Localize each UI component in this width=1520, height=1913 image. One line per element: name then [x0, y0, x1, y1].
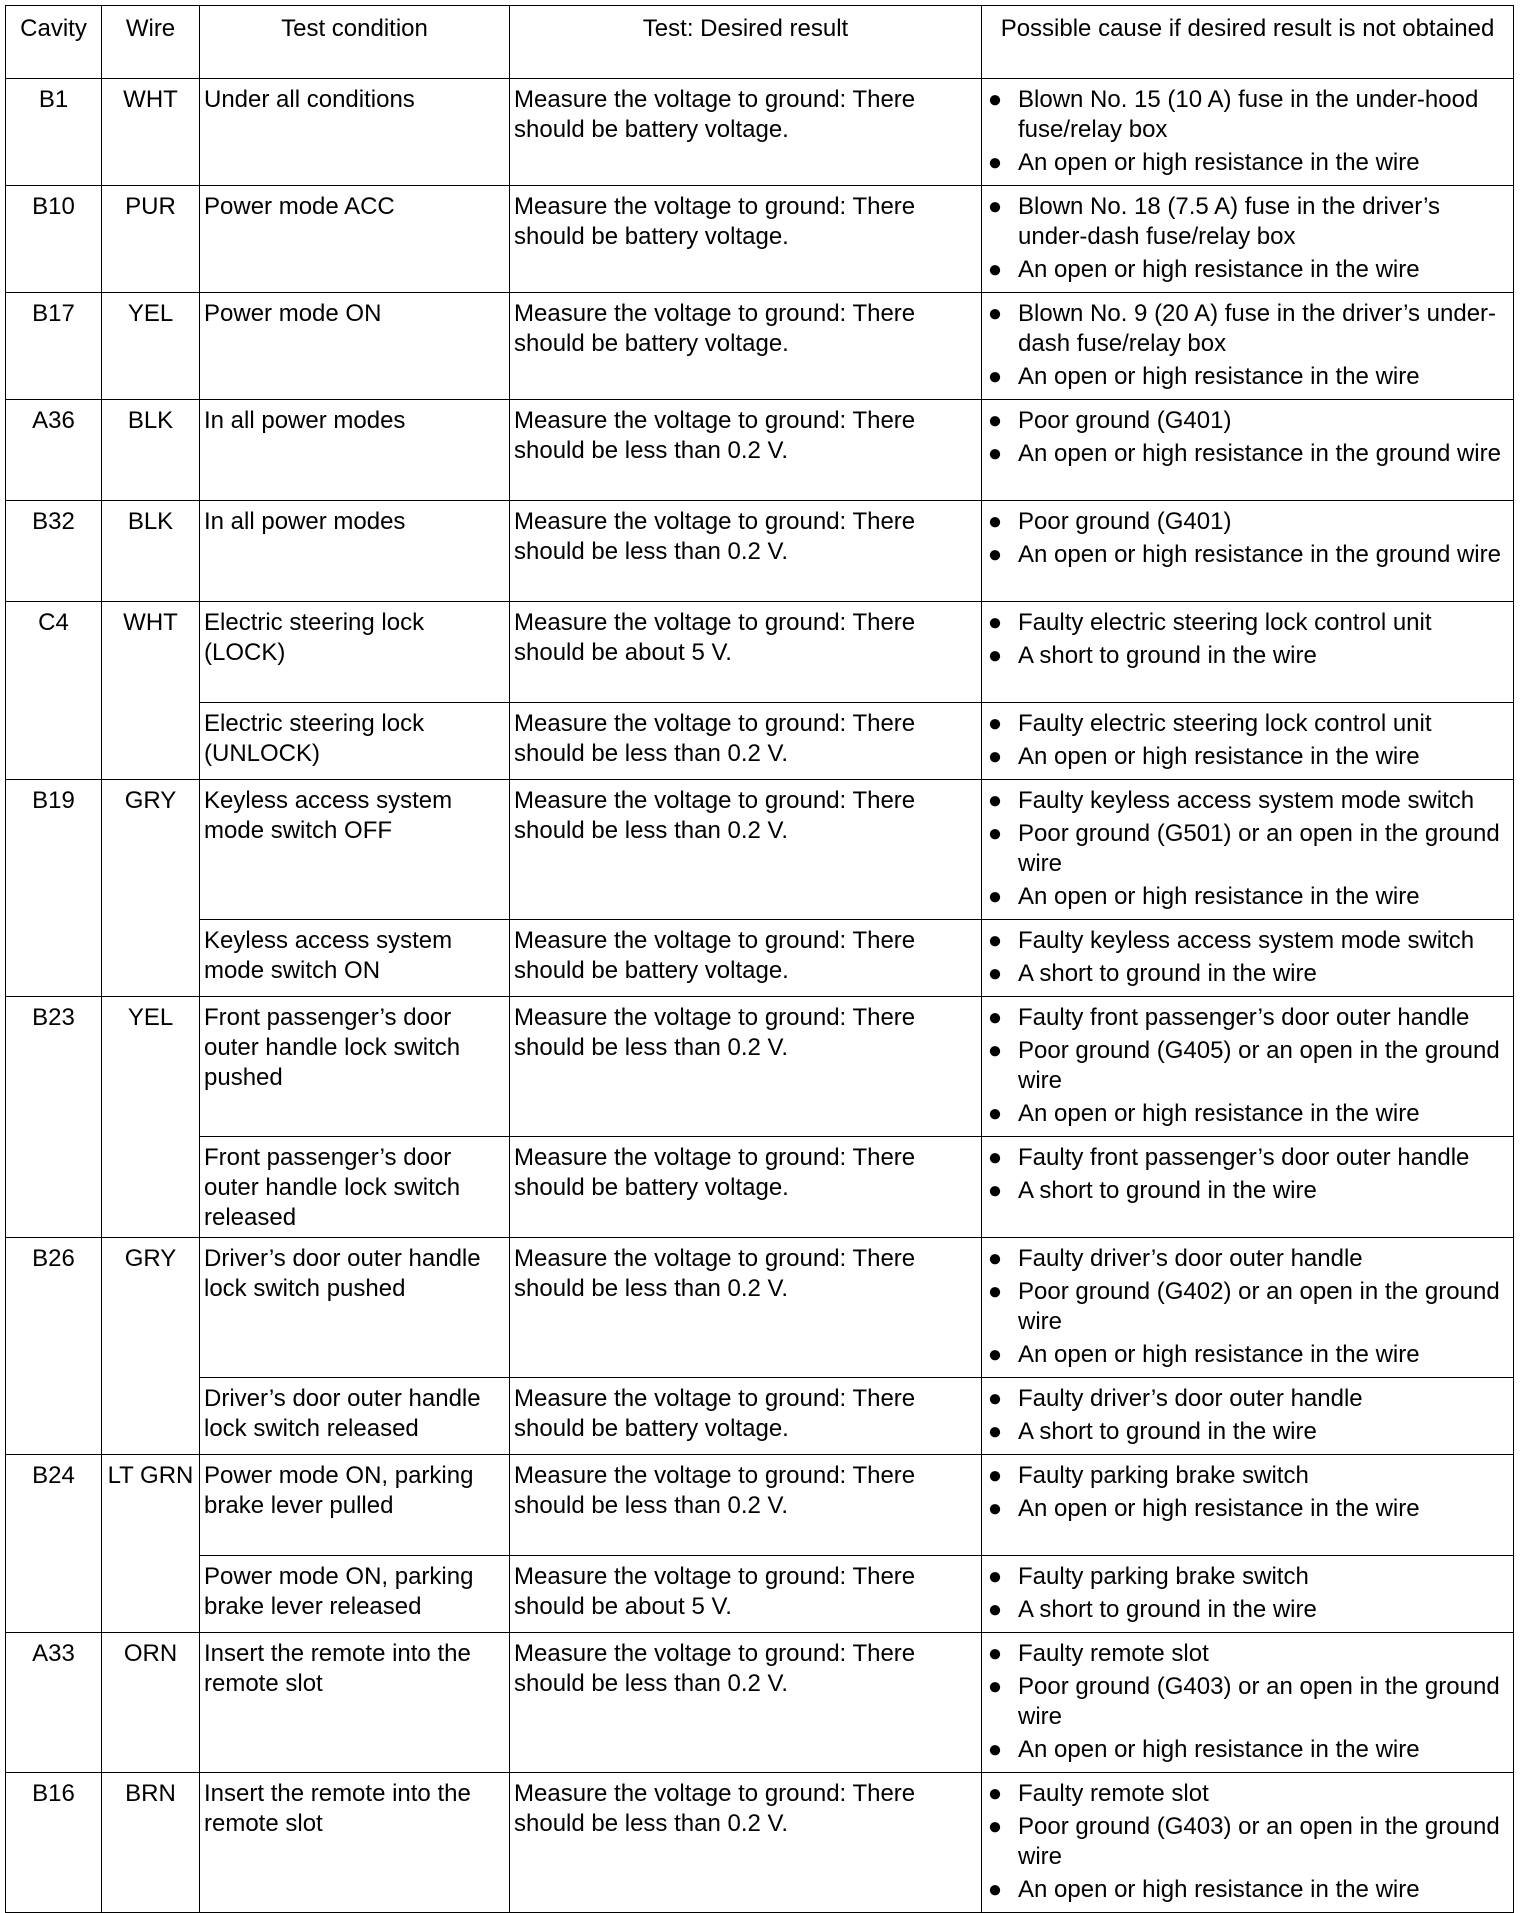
- possible-cause-cell: [982, 79, 1514, 186]
- bullet-icon: ●: [987, 1341, 1003, 1368]
- desired-result-cell: Measure the voltage to ground: There should be less than 0.2 V.: [510, 400, 982, 501]
- cause-text: Faulty keyless access system mode switch: [1018, 787, 1475, 814]
- cause-item: [986, 406, 1509, 436]
- bullet-icon: ●: [987, 1418, 1003, 1445]
- cause-text: Faulty remote slot: [1018, 1640, 1209, 1667]
- table-row: [6, 703, 1514, 780]
- bullet-icon: ●: [987, 1563, 1003, 1590]
- cause-text: Blown No. 18 (7.5 A) fuse in the driver’s under-dash fuse/relay box: [1018, 193, 1440, 250]
- bullet-icon: ●: [987, 1004, 1003, 1031]
- desired-result-cell: Measure the voltage to ground: There should be battery voltage.: [510, 79, 982, 186]
- cause-list: [986, 299, 1509, 392]
- cause-item: [986, 148, 1509, 178]
- cause-item: [986, 1384, 1509, 1414]
- table-row: [6, 1773, 1514, 1913]
- bullet-icon: ●: [987, 256, 1003, 283]
- bullet-icon: ●: [987, 149, 1003, 176]
- wire-cell: YEL: [102, 997, 200, 1238]
- cavity-cell: B24: [6, 1455, 102, 1633]
- bullet-icon: ●: [987, 1876, 1003, 1903]
- cause-text: An open or high resistance in the wire: [1018, 883, 1420, 910]
- cause-list: [986, 1003, 1509, 1129]
- desired-result-cell: Measure the voltage to ground: There should be battery voltage.: [510, 186, 982, 293]
- test-condition-cell: Electric steering lock (LOCK): [200, 602, 510, 703]
- bullet-icon: ●: [987, 1640, 1003, 1667]
- bullet-icon: ●: [987, 541, 1003, 568]
- bullet-icon: ●: [987, 1462, 1003, 1489]
- desired-result-cell: Measure the voltage to ground: There should be battery voltage.: [510, 920, 982, 997]
- bullet-icon: ●: [987, 1673, 1003, 1700]
- cause-item: [986, 1340, 1509, 1370]
- cause-item: [986, 1461, 1509, 1491]
- desired-result-cell: Measure the voltage to ground: There should be battery voltage.: [510, 293, 982, 400]
- bullet-icon: ●: [987, 363, 1003, 390]
- test-condition-cell: Under all conditions: [200, 79, 510, 186]
- bullet-icon: ●: [987, 883, 1003, 910]
- wire-cell: PUR: [102, 186, 200, 293]
- desired-result-cell: Measure the voltage to ground: There should be less than 0.2 V.: [510, 1633, 982, 1773]
- cause-item: [986, 1595, 1509, 1625]
- cause-list: [986, 507, 1509, 570]
- wire-cell: LT GRN: [102, 1455, 200, 1633]
- test-condition-cell: In all power modes: [200, 400, 510, 501]
- desired-result-cell: Measure the voltage to ground: There should be about 5 V.: [510, 602, 982, 703]
- cavity-cell: C4: [6, 602, 102, 780]
- cause-list: [986, 1143, 1509, 1206]
- possible-cause-cell: [982, 1633, 1514, 1773]
- bullet-icon: ●: [987, 1278, 1003, 1305]
- possible-cause-cell: [982, 400, 1514, 501]
- cause-text: An open or high resistance in the wire: [1018, 743, 1420, 770]
- table-row: [6, 997, 1514, 1137]
- bullet-icon: ●: [987, 787, 1003, 814]
- bullet-icon: ●: [987, 642, 1003, 669]
- wire-cell: BRN: [102, 1773, 200, 1913]
- cause-item: [986, 1494, 1509, 1524]
- cause-item: [986, 1003, 1509, 1033]
- cause-text: Faulty driver’s door outer handle: [1018, 1245, 1363, 1272]
- table-row: [6, 602, 1514, 703]
- cavity-cell: B26: [6, 1238, 102, 1455]
- bullet-icon: ●: [987, 710, 1003, 737]
- bullet-icon: ●: [987, 743, 1003, 770]
- cause-list: [986, 406, 1509, 469]
- possible-cause-cell: [982, 293, 1514, 400]
- cause-text: Poor ground (G405) or an open in the ground wire: [1018, 1037, 1500, 1094]
- cause-item: [986, 959, 1509, 989]
- bullet-icon: ●: [987, 1736, 1003, 1763]
- test-condition-cell: Driver’s door outer handle lock switch released: [200, 1378, 510, 1455]
- bullet-icon: ●: [987, 820, 1003, 847]
- bullet-icon: ●: [987, 927, 1003, 954]
- cause-item: [986, 299, 1509, 359]
- cause-item: [986, 786, 1509, 816]
- cavity-cell: A36: [6, 400, 102, 501]
- wire-cell: BLK: [102, 501, 200, 602]
- cause-item: [986, 1735, 1509, 1765]
- cause-text: A short to ground in the wire: [1018, 642, 1317, 669]
- cause-item: [986, 608, 1509, 638]
- cause-text: Faulty keyless access system mode switch: [1018, 927, 1475, 954]
- possible-cause-cell: [982, 1455, 1514, 1556]
- bullet-icon: ●: [987, 1596, 1003, 1623]
- cause-item: [986, 1143, 1509, 1173]
- cause-item: [986, 255, 1509, 285]
- cause-item: [986, 1036, 1509, 1096]
- cavity-cell: B19: [6, 780, 102, 997]
- cause-text: Faulty electric steering lock control unit: [1018, 609, 1432, 636]
- bullet-icon: ●: [987, 440, 1003, 467]
- cause-item: [986, 926, 1509, 956]
- possible-cause-cell: [982, 1378, 1514, 1455]
- wire-cell: WHT: [102, 79, 200, 186]
- desired-result-cell: Measure the voltage to ground: There should be battery voltage.: [510, 1137, 982, 1238]
- cause-item: [986, 362, 1509, 392]
- cause-item: [986, 1099, 1509, 1129]
- cause-text: A short to ground in the wire: [1018, 1177, 1317, 1204]
- desired-result-cell: Measure the voltage to ground: There should be less than 0.2 V.: [510, 703, 982, 780]
- cause-text: Poor ground (G403) or an open in the ground wire: [1018, 1813, 1500, 1870]
- cause-list: [986, 709, 1509, 772]
- bullet-icon: ●: [987, 193, 1003, 220]
- table-row: [6, 1455, 1514, 1556]
- cause-text: Faulty driver’s door outer handle: [1018, 1385, 1363, 1412]
- header-possible-cause: Possible cause if desired result is not obtained: [982, 6, 1514, 79]
- wire-cell: WHT: [102, 602, 200, 780]
- bullet-icon: ●: [987, 1780, 1003, 1807]
- desired-result-cell: Measure the voltage to ground: There should be less than 0.2 V.: [510, 1773, 982, 1913]
- wire-cell: YEL: [102, 293, 200, 400]
- cause-item: [986, 439, 1509, 469]
- possible-cause-cell: [982, 602, 1514, 703]
- possible-cause-cell: [982, 1137, 1514, 1238]
- cause-text: A short to ground in the wire: [1018, 960, 1317, 987]
- bullet-icon: ●: [987, 1177, 1003, 1204]
- cause-item: [986, 1244, 1509, 1274]
- possible-cause-cell: [982, 703, 1514, 780]
- test-condition-cell: Front passenger’s door outer handle lock switch released: [200, 1137, 510, 1238]
- cavity-cell: B17: [6, 293, 102, 400]
- cause-text: An open or high resistance in the ground wire: [1018, 541, 1501, 568]
- desired-result-cell: Measure the voltage to ground: There should be about 5 V.: [510, 1556, 982, 1633]
- cause-text: Poor ground (G501) or an open in the ground wire: [1018, 820, 1500, 877]
- cause-text: Poor ground (G402) or an open in the ground wire: [1018, 1278, 1500, 1335]
- cause-list: [986, 1244, 1509, 1370]
- possible-cause-cell: [982, 1773, 1514, 1913]
- bullet-icon: ●: [987, 508, 1003, 535]
- desired-result-cell: Measure the voltage to ground: There should be less than 0.2 V.: [510, 1455, 982, 1556]
- cause-item: [986, 819, 1509, 879]
- cause-item: [986, 641, 1509, 671]
- test-condition-cell: Keyless access system mode switch OFF: [200, 780, 510, 920]
- bullet-icon: ●: [987, 1245, 1003, 1272]
- cause-item: [986, 540, 1509, 570]
- cause-item: [986, 1672, 1509, 1732]
- bullet-icon: ●: [987, 1813, 1003, 1840]
- test-condition-cell: Insert the remote into the remote slot: [200, 1773, 510, 1913]
- test-condition-cell: In all power modes: [200, 501, 510, 602]
- cause-text: An open or high resistance in the wire: [1018, 1341, 1420, 1368]
- cavity-cell: B23: [6, 997, 102, 1238]
- cavity-cell: B10: [6, 186, 102, 293]
- cause-text: Faulty parking brake switch: [1018, 1462, 1309, 1489]
- bullet-icon: ●: [987, 1100, 1003, 1127]
- cause-text: An open or high resistance in the wire: [1018, 1736, 1420, 1763]
- cause-item: [986, 742, 1509, 772]
- table-row: [6, 1238, 1514, 1378]
- cause-item: [986, 507, 1509, 537]
- cause-item: [986, 1417, 1509, 1447]
- table-row: [6, 79, 1514, 186]
- header-test-condition: Test condition: [200, 6, 510, 79]
- cause-text: Poor ground (G403) or an open in the ground wire: [1018, 1673, 1500, 1730]
- header-row: [6, 6, 1514, 79]
- bullet-icon: ●: [987, 300, 1003, 327]
- cause-item: [986, 1562, 1509, 1592]
- wire-cell: ORN: [102, 1633, 200, 1773]
- test-condition-cell: Power mode ON, parking brake lever released: [200, 1556, 510, 1633]
- cause-list: [986, 926, 1509, 989]
- desired-result-cell: Measure the voltage to ground: There should be battery voltage.: [510, 1378, 982, 1455]
- possible-cause-cell: [982, 501, 1514, 602]
- table-row: [6, 1137, 1514, 1238]
- cause-text: Faulty front passenger’s door outer handle: [1018, 1144, 1470, 1171]
- cause-text: An open or high resistance in the wire: [1018, 363, 1420, 390]
- desired-result-cell: Measure the voltage to ground: There should be less than 0.2 V.: [510, 1238, 982, 1378]
- test-condition-cell: Power mode ACC: [200, 186, 510, 293]
- table-row: [6, 501, 1514, 602]
- desired-result-cell: Measure the voltage to ground: There should be less than 0.2 V.: [510, 780, 982, 920]
- cause-item: [986, 1639, 1509, 1669]
- cause-list: [986, 1779, 1509, 1905]
- table-row: [6, 1378, 1514, 1455]
- cause-text: An open or high resistance in the wire: [1018, 1876, 1420, 1903]
- cause-text: Poor ground (G401): [1018, 407, 1232, 434]
- cause-text: Poor ground (G401): [1018, 508, 1232, 535]
- cause-text: Blown No. 9 (20 A) fuse in the driver’s under-dash fuse/relay box: [1018, 300, 1497, 357]
- test-condition-cell: Electric steering lock (UNLOCK): [200, 703, 510, 780]
- bullet-icon: ●: [987, 960, 1003, 987]
- table-row: [6, 400, 1514, 501]
- cause-text: An open or high resistance in the ground wire: [1018, 440, 1501, 467]
- cause-item: [986, 1875, 1509, 1905]
- cause-item: [986, 1277, 1509, 1337]
- cause-item: [986, 1779, 1509, 1809]
- wire-cell: BLK: [102, 400, 200, 501]
- possible-cause-cell: [982, 920, 1514, 997]
- cause-item: [986, 192, 1509, 252]
- table-row: [6, 1556, 1514, 1633]
- possible-cause-cell: [982, 997, 1514, 1137]
- cause-text: An open or high resistance in the wire: [1018, 256, 1420, 283]
- cause-list: [986, 1639, 1509, 1765]
- cause-list: [986, 1461, 1509, 1524]
- possible-cause-cell: [982, 1238, 1514, 1378]
- bullet-icon: ●: [987, 407, 1003, 434]
- test-condition-cell: Power mode ON: [200, 293, 510, 400]
- table-row: [6, 186, 1514, 293]
- table-row: [6, 293, 1514, 400]
- bullet-icon: ●: [987, 609, 1003, 636]
- cause-text: A short to ground in the wire: [1018, 1418, 1317, 1445]
- cause-text: Faulty parking brake switch: [1018, 1563, 1309, 1590]
- bullet-icon: ●: [987, 86, 1003, 113]
- table-row: [6, 920, 1514, 997]
- cause-list: [986, 1562, 1509, 1625]
- header-desired-result: Test: Desired result: [510, 6, 982, 79]
- cavity-cell: B16: [6, 1773, 102, 1913]
- bullet-icon: ●: [987, 1385, 1003, 1412]
- cause-list: [986, 1384, 1509, 1447]
- cause-item: [986, 85, 1509, 145]
- bullet-icon: ●: [987, 1037, 1003, 1064]
- test-table: [5, 5, 1514, 1913]
- test-condition-cell: Front passenger’s door outer handle lock switch pushed: [200, 997, 510, 1137]
- test-condition-cell: Power mode ON, parking brake lever pulled: [200, 1455, 510, 1556]
- test-condition-cell: Keyless access system mode switch ON: [200, 920, 510, 997]
- desired-result-cell: Measure the voltage to ground: There should be less than 0.2 V.: [510, 501, 982, 602]
- cause-item: [986, 1176, 1509, 1206]
- cause-item: [986, 882, 1509, 912]
- test-condition-cell: Driver’s door outer handle lock switch pushed: [200, 1238, 510, 1378]
- header-wire: Wire: [102, 6, 200, 79]
- cause-list: [986, 786, 1509, 912]
- cause-text: An open or high resistance in the wire: [1018, 1495, 1420, 1522]
- cavity-cell: B32: [6, 501, 102, 602]
- cause-list: [986, 85, 1509, 178]
- wire-cell: GRY: [102, 1238, 200, 1455]
- cause-text: An open or high resistance in the wire: [1018, 1100, 1420, 1127]
- desired-result-cell: Measure the voltage to ground: There should be less than 0.2 V.: [510, 997, 982, 1137]
- cause-text: Faulty front passenger’s door outer handle: [1018, 1004, 1470, 1031]
- bullet-icon: ●: [987, 1495, 1003, 1522]
- cavity-cell: B1: [6, 79, 102, 186]
- cause-text: An open or high resistance in the wire: [1018, 149, 1420, 176]
- header-cavity: Cavity: [6, 6, 102, 79]
- cavity-cell: A33: [6, 1633, 102, 1773]
- possible-cause-cell: [982, 780, 1514, 920]
- possible-cause-cell: [982, 186, 1514, 293]
- cause-text: Blown No. 15 (10 A) fuse in the under-hood fuse/relay box: [1018, 86, 1479, 143]
- table-row: [6, 780, 1514, 920]
- cause-text: Faulty electric steering lock control unit: [1018, 710, 1432, 737]
- cause-item: [986, 709, 1509, 739]
- cause-item: [986, 1812, 1509, 1872]
- table-row: [6, 1633, 1514, 1773]
- test-condition-cell: Insert the remote into the remote slot: [200, 1633, 510, 1773]
- wire-cell: GRY: [102, 780, 200, 997]
- bullet-icon: ●: [987, 1144, 1003, 1171]
- cause-list: [986, 192, 1509, 285]
- possible-cause-cell: [982, 1556, 1514, 1633]
- cause-list: [986, 608, 1509, 671]
- cause-text: Faulty remote slot: [1018, 1780, 1209, 1807]
- cause-text: A short to ground in the wire: [1018, 1596, 1317, 1623]
